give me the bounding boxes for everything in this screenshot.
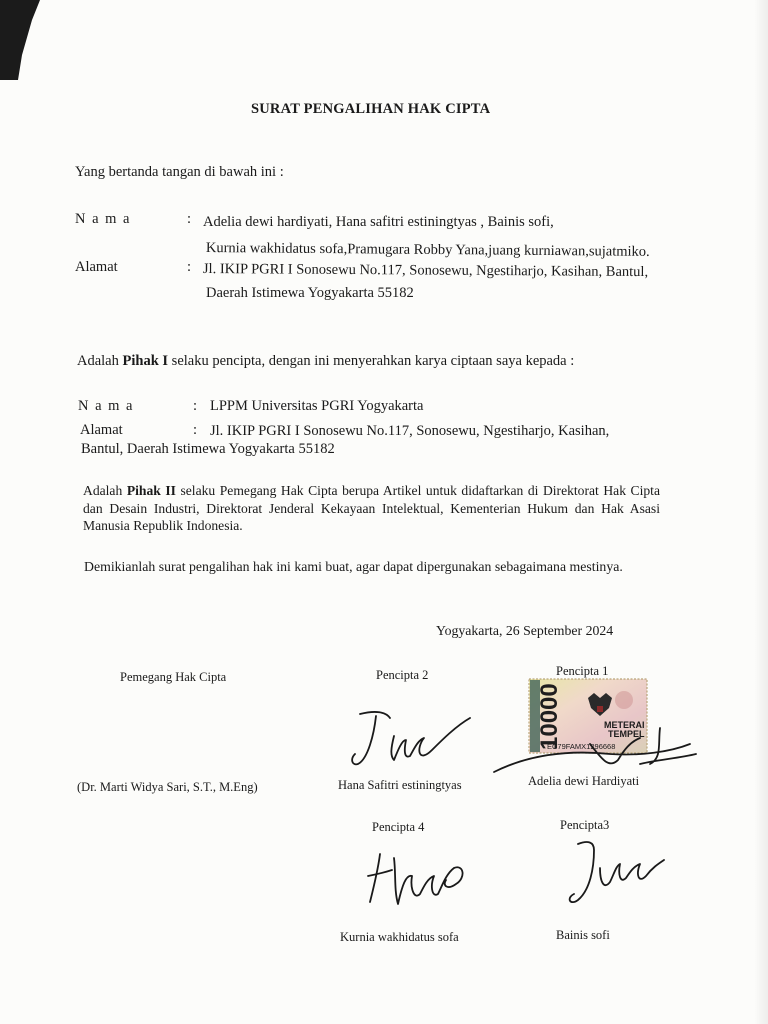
pencipta2-label: Pencipta 2 <box>376 668 429 682</box>
scan-shadow <box>0 0 40 80</box>
pencipta4-label: Pencipta 4 <box>372 820 425 834</box>
party2-alamat-label: Alamat <box>80 422 123 438</box>
party2-nama-label: N a m a <box>78 398 134 414</box>
place-date: Yogyakarta, 26 September 2024 <box>436 623 614 638</box>
party2-nama-colon: : <box>193 398 198 414</box>
stamp-line1: METERAI <box>604 720 645 730</box>
intro-line: Yang bertanda tangan di bawah ini : <box>75 164 284 180</box>
pemegang-label: Pemegang Hak Cipta <box>120 670 227 684</box>
pencipta1-name: Adelia dewi Hardiyati <box>528 774 640 788</box>
party1-alamat-line2: Daerah Istimewa Yogyakarta 55182 <box>206 285 414 301</box>
party2-nama-value: LPPM Universitas PGRI Yogyakarta <box>210 398 424 414</box>
pihak2-paragraph: Adalah Pihak II selaku Pemegang Hak Cipta berupa Artikel untuk didaftarkan di Direktorat Hak Cipta dan Desain Industri, Direktorat Jenderal Kekayaan Intelektual, Kementerian Hukum dan Hak Asasi Manusia Republik Indonesia. <box>83 483 660 533</box>
stamp-line2: TEMPEL <box>608 729 645 739</box>
document-title: SURAT PENGALIHAN HAK CIPTA <box>251 101 491 117</box>
stamp-value-text: 10000 <box>536 683 563 750</box>
party1-nama-line1: Adelia dewi hardiyati, Hana safitri estiningtyas , Bainis sofi, <box>203 214 554 230</box>
pencipta4-signature <box>362 846 472 912</box>
pencipta3-signature <box>564 838 668 912</box>
pencipta3-name: Bainis sofi <box>556 928 610 942</box>
closing-statement: Demikianlah surat pengalihan hak ini kami buat, agar dapat dipergunakan sebagaimana mestinya. <box>84 559 623 574</box>
party1-alamat-label: Alamat <box>75 259 118 275</box>
pihak1-statement: Adalah Pihak I selaku pencipta, dengan ini menyerahkan karya ciptaan saya kepada : <box>77 353 575 369</box>
pencipta3-label: Pencipta3 <box>560 818 610 832</box>
stamp-serial: EC79FAMX1296668 <box>547 742 616 751</box>
party1-alamat-line1: Jl. IKIP PGRI I Sonosewu No.117, Sonosewu, Ngestiharjo, Kasihan, Bantul, <box>202 260 649 281</box>
pencipta1-label: Pencipta 1 <box>556 664 609 678</box>
party1-nama-label: N a m a <box>75 211 131 227</box>
party2-alamat-colon: : <box>193 422 198 438</box>
party2-alamat-line1: Jl. IKIP PGRI I Sonosewu No.117, Sonosewu, Ngestiharjo, Kasihan, <box>210 423 610 439</box>
party1-nama-line2: Kurnia wakhidatus sofa,Pramugara Robby Yana,juang kurniawan,sujatmiko. <box>205 239 650 260</box>
party1-alamat-colon: : <box>187 259 192 275</box>
party1-nama-colon: : <box>187 211 192 227</box>
party2-alamat-line2: Bantul, Daerah Istimewa Yogyakarta 55182 <box>81 441 335 457</box>
page-edge-shadow <box>754 0 768 1024</box>
pencipta2-signature <box>346 704 478 774</box>
pencipta4-name: Kurnia wakhidatus sofa <box>340 930 459 944</box>
pencipta1-signature <box>490 714 700 778</box>
pencipta2-name: Hana Safitri estiningtyas <box>338 778 462 792</box>
pemegang-name: (Dr. Marti Widya Sari, S.T., M.Eng) <box>77 780 258 794</box>
